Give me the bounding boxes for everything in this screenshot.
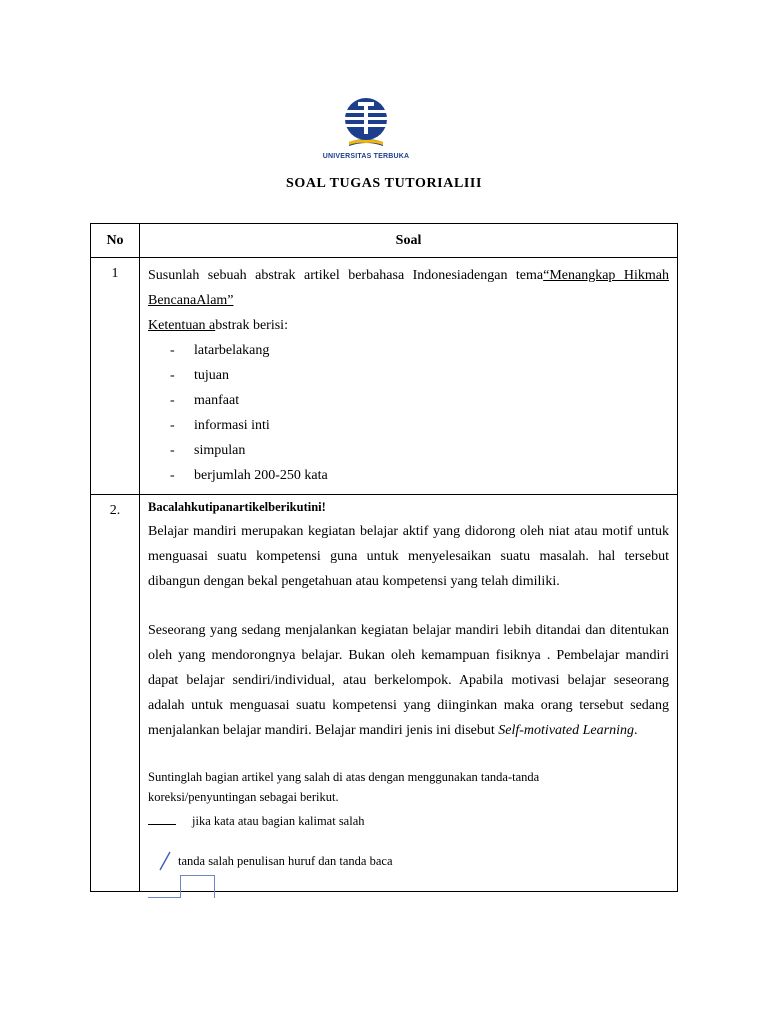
table-row (91, 495, 678, 892)
list-item: - latarbelakang (170, 343, 270, 358)
list-item: - tujuan (170, 368, 229, 383)
article-paragraph-1: Belajar mandiri merupakan kegiatan belajar aktif yang didorong oleh niat atau motif untuk menguasai suatu kompetensi guna untuk menyelesaikan suatu masalah. hal tersebut dibangun dengan bekal pengetahuan atau kompetensi yang telah dimiliki. (148, 524, 669, 589)
header-no: No (91, 224, 140, 258)
assignment-table (90, 223, 678, 892)
question-cell (140, 495, 678, 892)
universitas-terbuka-logo-icon (343, 96, 389, 152)
page-title: SOAL TUGAS TUTORIALIII (285, 176, 483, 191)
underline-mark-icon (148, 814, 176, 825)
article-paragraph-2: Seseorang yang sedang menjalankan kegiatan belajar mandiri lebih ditandai dan ditentukan oleh yang mendorongnya belajar. Bukan oleh kemampuan fisiknya . Pembelajar mandiri dapat belajar sendiri/individual, atau berkelompok. Apabila motivasi belajar seseorang adalah untuk menguasai suatu kompetensi yang diinginkan maka orang tersebut sedang menjalankan belajar mandiri. Belajar mandiri jenis ini disebut Self-motivated Learning. (148, 623, 669, 738)
requirements-label: Ketentuan abstrak berisi: (148, 318, 288, 333)
instruction-line-1: Suntinglah bagian artikel yang salah di atas dengan menggunakan tanda-tanda (148, 770, 540, 784)
list-item: - manfaat (170, 393, 240, 408)
university-logo (316, 96, 416, 160)
italic-term: Self-motivated Learning (498, 723, 634, 738)
question-cell (140, 258, 678, 495)
correction-mark-underline: jika kata atau bagian kalimat salah (148, 811, 669, 831)
logo-caption: UNIVERSITAS TERBUKA (322, 153, 410, 160)
instruction-line-2: koreksi/penyuntingan sebagai berikut. (148, 790, 339, 804)
row-number: 1 (91, 258, 140, 495)
baseline-mark-icon (148, 897, 180, 898)
box-mark-icon (180, 875, 215, 898)
question-text: Susunlah sebuah abstrak artikel berbahasa Indonesiadengan tema“Menangkap Hikmah BencanaAlam” (148, 268, 669, 308)
question-heading: Bacalahkutipanartikelberikutini! (148, 500, 326, 514)
table-row (91, 258, 678, 495)
list-item: - informasi inti (170, 418, 270, 433)
correction-mark-slash: tanda salah penulisan huruf dan tanda baca (148, 831, 669, 891)
row-number: 2. (91, 495, 140, 892)
table-header-row (91, 224, 678, 258)
header-soal: Soal (140, 224, 678, 258)
requirements-list (148, 338, 669, 488)
list-item: - berjumlah 200-250 kata (170, 468, 328, 483)
slash-mark-icon (158, 851, 172, 871)
list-item: - simpulan (170, 443, 246, 458)
theme-text: “Menangkap Hikmah BencanaAlam” (148, 268, 669, 308)
